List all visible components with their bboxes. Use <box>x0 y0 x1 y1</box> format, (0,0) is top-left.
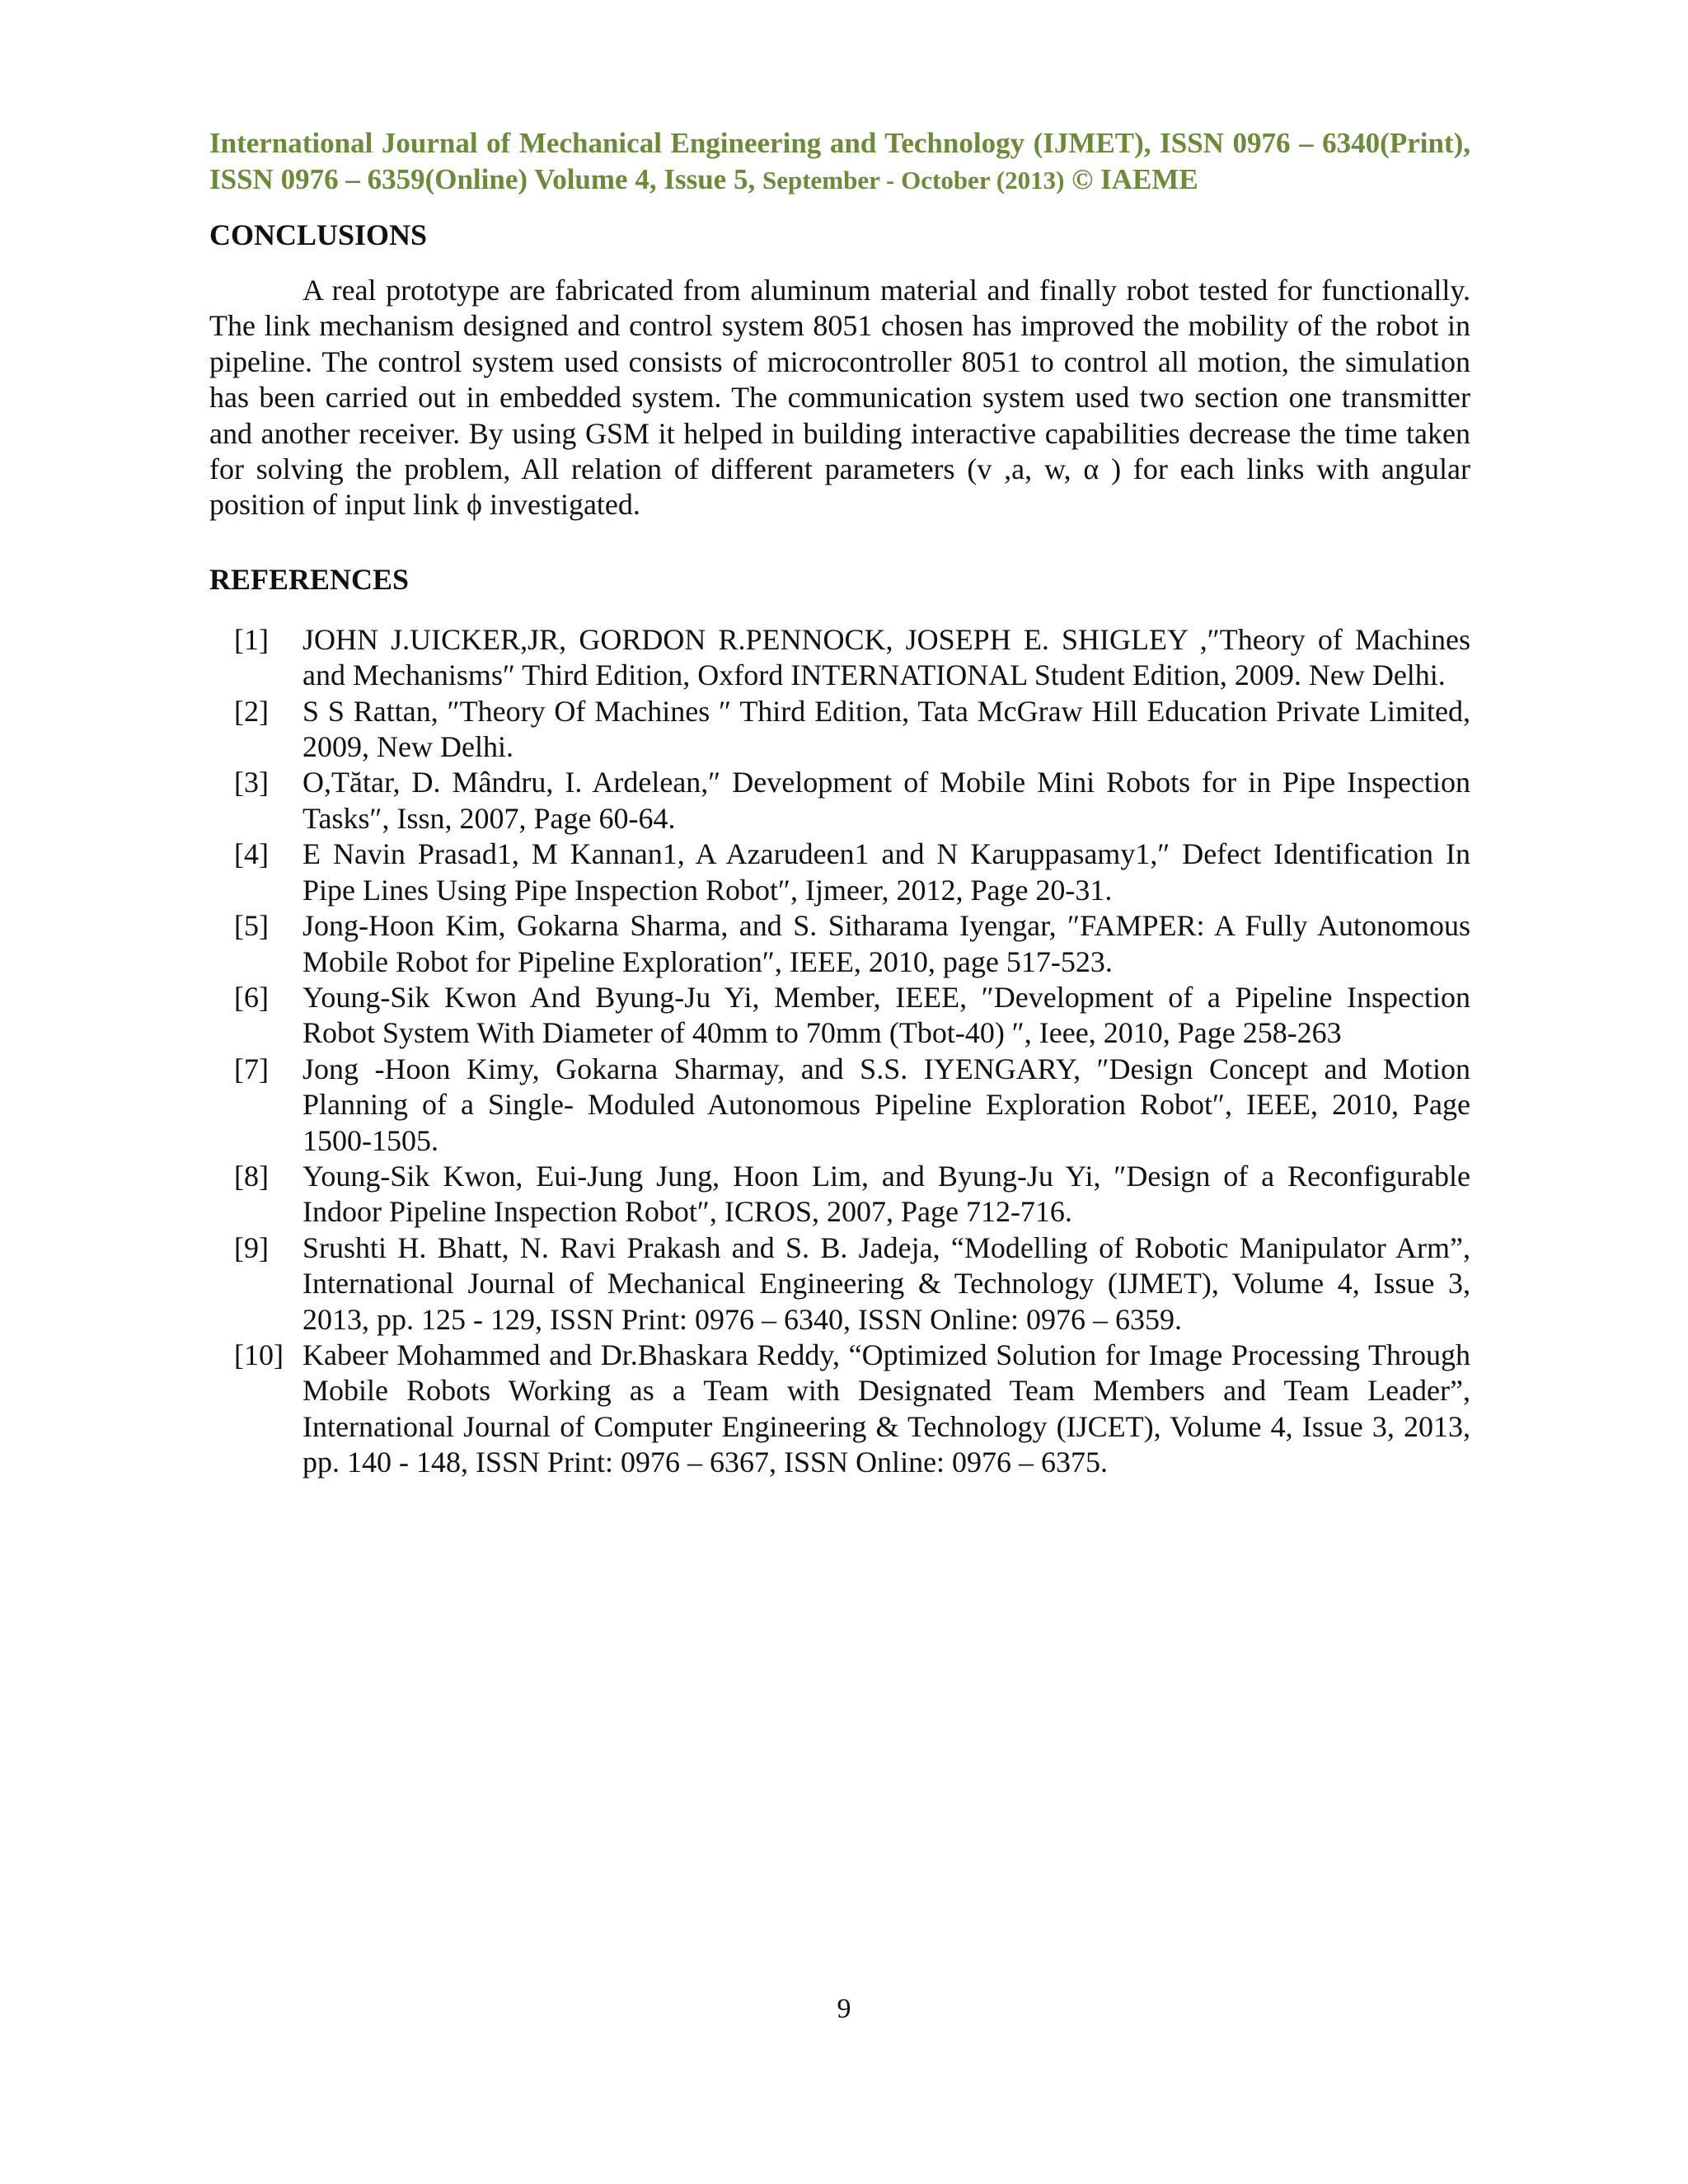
page-number: 9 <box>837 1994 851 2024</box>
reference-item-9 <box>209 1230 1470 1338</box>
reference-text: Jong-Hoon Kim, Gokarna Sharma, and S. Sitharama Iyengar, ″FAMPER: A Fully Autonomous Mobile Robot for Pipeline Exploration″, IEEE, 2010, page 517-523. <box>302 909 1470 978</box>
reference-item-1 <box>209 622 1470 694</box>
reference-text: Young-Sik Kwon, Eui-Jung Jung, Hoon Lim, and Byung-Ju Yi, ″Design of a Reconfigurable Indoor Pipeline Inspection Robot″, ICROS, 2007, Page 712-716. <box>302 1159 1470 1229</box>
reference-item-7 <box>209 1052 1470 1159</box>
reference-number: [8] <box>234 1159 269 1193</box>
reference-text: Young-Sik Kwon And Byung-Ju Yi, Member, IEEE, ″Development of a Pipeline Inspection Robot System With Diameter of 40mm to 70mm (Tbot-40) ″, Ieee, 2010, Page 258-263 <box>302 980 1470 1050</box>
reference-number: [10] <box>234 1338 284 1371</box>
reference-item-2 <box>209 694 1470 766</box>
reference-item-6 <box>209 980 1470 1052</box>
reference-number: [7] <box>234 1052 269 1085</box>
reference-item-8 <box>209 1159 1470 1230</box>
journal-header-issue-date: September - October (2013) <box>762 166 1065 194</box>
reference-text: Srushti H. Bhatt, N. Ravi Prakash and S. B. Jadeja, “Modelling of Robotic Manipulator Arm”, International Journal of Mechanical Engineering & Technology (IJMET), Volume 4, Issue 3, 2013, pp. 125 - 129, ISSN Print: 0976 – 6340, ISSN Online: 0976 – 6359. <box>302 1230 1470 1336</box>
reference-number: [5] <box>234 909 269 943</box>
journal-header-main: International Journal of Mechanical Engineering and Technology (IJMET), ISSN 0976 – 6340(Print), ISSN 0976 – 6359(Online) Volume 4, Issue 5, <box>209 127 1470 195</box>
reference-number: [3] <box>234 766 269 799</box>
reference-number: [1] <box>234 622 269 656</box>
reference-number: [2] <box>234 694 269 728</box>
reference-text: O,Tătar, D. Mândru, I. Ardelean,″ Development of Mobile Mini Robots for in Pipe Inspection Tasks″, Issn, 2007, Page 60-64. <box>302 766 1470 835</box>
reference-number: [4] <box>234 837 269 871</box>
reference-list <box>209 622 1470 1481</box>
reference-text: Jong -Hoon Kimy, Gokarna Sharmay, and S.S. IYENGARY, ″Design Concept and Motion Planning of a Single- Moduled Autonomous Pipeline Exploration Robot″, IEEE, 2010, Page 1500-1505. <box>302 1052 1470 1157</box>
conclusions-heading: CONCLUSIONS <box>209 218 428 251</box>
journal-header <box>209 125 1470 199</box>
reference-number: [9] <box>234 1230 269 1264</box>
reference-item-5 <box>209 908 1470 980</box>
reference-text: E Navin Prasad1, M Kannan1, A Azarudeen1 and N Karuppasamy1,″ Defect Identification In Pipe Lines Using Pipe Inspection Robot″, Ijmeer, 2012, Page 20-31. <box>302 837 1470 907</box>
conclusions-paragraph: A real prototype are fabricated from aluminum material and finally robot tested for functionally. The link mechanism designed and control system 8051 chosen has improved the mobility of the robot in pipeline. The control system used consists of microcontroller 8051 to control all motion, the simulation has been carried out in embedded system. The communication system used two section one transmitter and another receiver. By using GSM it helped in building interactive capabilities decrease the time taken for solving the problem, All relation of different parameters (v ,a, w, α ) for each links with angular position of input link ϕ investigated. <box>209 274 1470 522</box>
reference-text: Kabeer Mohammed and Dr.Bhaskara Reddy, “Optimized Solution for Image Processing Through Mobile Robots Working as a Team with Designated Team Members and Team Leader”, International Journal of Computer Engineering & Technology (IJCET), Volume 4, Issue 3, 2013, pp. 140 - 148, ISSN Print: 0976 – 6367, ISSN Online: 0976 – 6375. <box>302 1338 1470 1479</box>
reference-text: S S Rattan, ″Theory Of Machines ″ Third Edition, Tata McGraw Hill Education Private Limited, 2009, New Delhi. <box>302 694 1470 764</box>
references-heading: REFERENCES <box>209 562 410 596</box>
journal-header-copyright: © IAEME <box>1071 163 1198 195</box>
reference-text: JOHN J.UICKER,JR, GORDON R.PENNOCK, JOSEPH E. SHIGLEY ,″Theory of Machines and Mechanisms″ Third Edition, Oxford INTERNATIONAL Student Edition, 2009. New Delhi. <box>302 622 1470 692</box>
reference-item-3 <box>209 765 1470 837</box>
reference-item-10 <box>209 1338 1470 1481</box>
reference-item-4 <box>209 837 1470 908</box>
reference-number: [6] <box>234 980 269 1014</box>
page-content <box>209 125 1470 1481</box>
